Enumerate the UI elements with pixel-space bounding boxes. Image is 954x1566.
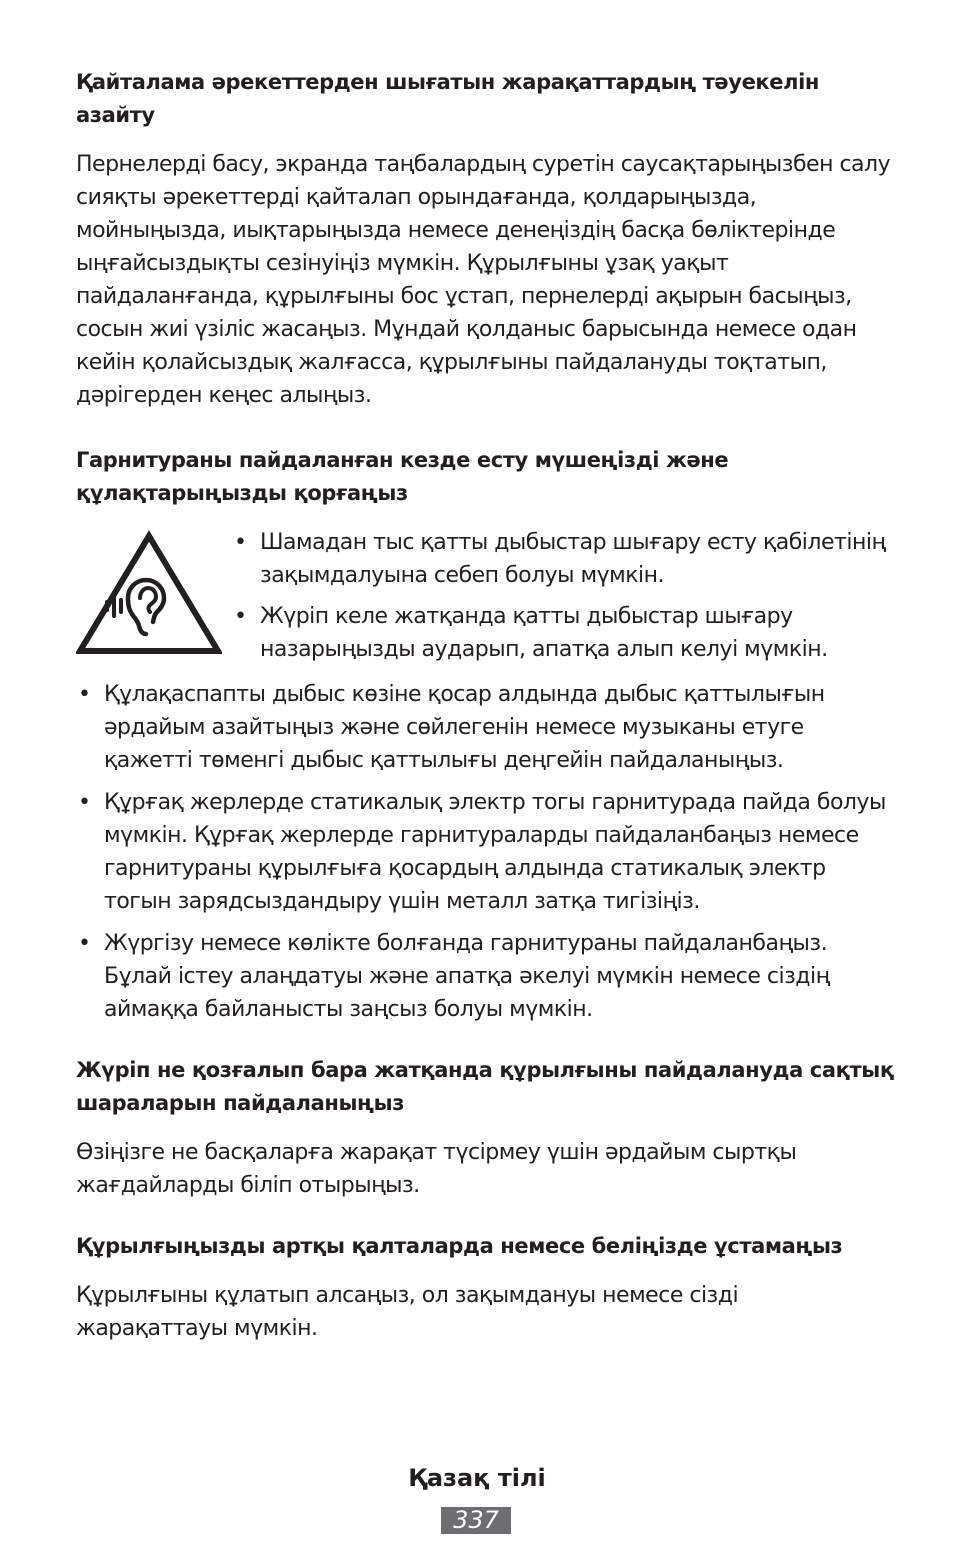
list-item: [76, 786, 896, 918]
section-back-pocket: [76, 1230, 896, 1345]
section-repetitive-injury: [76, 66, 896, 412]
hearing-warning-icon: [76, 530, 222, 656]
bullet-dot: •: [78, 931, 91, 956]
page-number-badge: 337: [441, 1507, 511, 1534]
hearing-warning-list: [232, 526, 896, 674]
hearing-warning-block: [76, 526, 896, 674]
section-heading: Құрылғыңызды артқы қалталарда немесе беліңізде ұстамаңыз: [76, 1234, 843, 1258]
section-body: Өзіңізге не басқаларға жарақат түсірмеу үшін әрдайым сыртқы жағдайларды біліп отырыңыз.: [76, 1140, 797, 1198]
headset-bullet-list: [76, 678, 896, 1026]
list-item-text: Шамадан тыс қатты дыбыстар шығару есту қабілетінің зақымдалуына себеп болуы мүмкін.: [260, 530, 886, 588]
list-item-text: Жүріп келе жатқанда қатты дыбыстар шығару назарыңызды аударып, апатқа алып келуі мүмкін.: [260, 604, 828, 662]
section-heading: Жүріп не қозғалып бара жатқанда құрылғыны пайдалануда сақтық шараларын пайдаланыңыз: [76, 1058, 894, 1115]
footer-language-title: Қазақ тілі: [408, 1464, 546, 1492]
bullet-dot: •: [234, 530, 247, 555]
section-body: Құрылғыны құлатып алсаңыз, ол зақымдануы немесе сізді жарақаттауы мүмкін.: [76, 1283, 739, 1341]
list-item-text: Құрғақ жерлерде статикалық электр тогы гарнитурада пайда болуы мүмкін. Құрғақ жерлерде гарнитураларды пайдаланбаңыз немесе гарнитураны құрылғыға қосардың алдында статикалық электр тогын зарядсыздандыру үшін металл затқа тигізіңіз.: [104, 790, 886, 914]
list-item-text: Жүргізу немесе көлікте болғанда гарнитураны пайдаланбаңыз. Бұлай істеу алаңдатуы және апатқа әкелуі мүмкін немесе сіздің аймаққа байланысты заңсыз болуы мүмкін.: [104, 931, 830, 1022]
section-heading: Гарнитураны пайдаланған кезде есту мүшеңізді және құлақтарыңызды қорғаңыз: [76, 448, 729, 505]
list-item: [76, 927, 896, 1026]
section-body: Пернелерді басу, экранда таңбалардың суретін саусақтарыңызбен салу сияқты әрекеттерді қайталап орындағанда, қолдарыңызда, мойныңызда, иықтарыңызда немесе денеңіздің басқа бөліктерінде ыңғайсыздықты сезінуіңіз мүмкін. Құрылғыны ұзақ уақыт пайдаланғанда, құрылғыны бос ұстап, пернелерді ақырын басыңыз, сосын жиі үзіліс жасаңыз. Мұндай қолданыс барысында немесе одан кейін қолайсыздық жалғасса, құрылғыны пайдалануды тоқтатып, дәрігерден кеңес алыңыз.: [76, 152, 891, 408]
section-headset-hearing: [76, 444, 896, 1026]
list-item-text: Құлақаспапты дыбыс көзіне қосар алдында дыбыс қаттылығын әрдайым азайтыңыз және сөйлегенін немесе музыканы етуге қажетті төменгі дыбыс қаттылығы деңгейін пайдаланыңыз.: [104, 682, 825, 773]
list-item: [232, 600, 896, 666]
section-heading: Қайталама әрекеттерден шығатын жарақаттардың тәуекелін азайту: [76, 70, 819, 127]
bullet-dot: •: [78, 790, 91, 815]
bullet-dot: •: [78, 682, 91, 707]
list-item: [232, 526, 896, 592]
list-item: [76, 678, 896, 777]
bullet-dot: •: [234, 604, 247, 629]
manual-page-content: [76, 66, 896, 1373]
section-walking-caution: [76, 1054, 896, 1202]
